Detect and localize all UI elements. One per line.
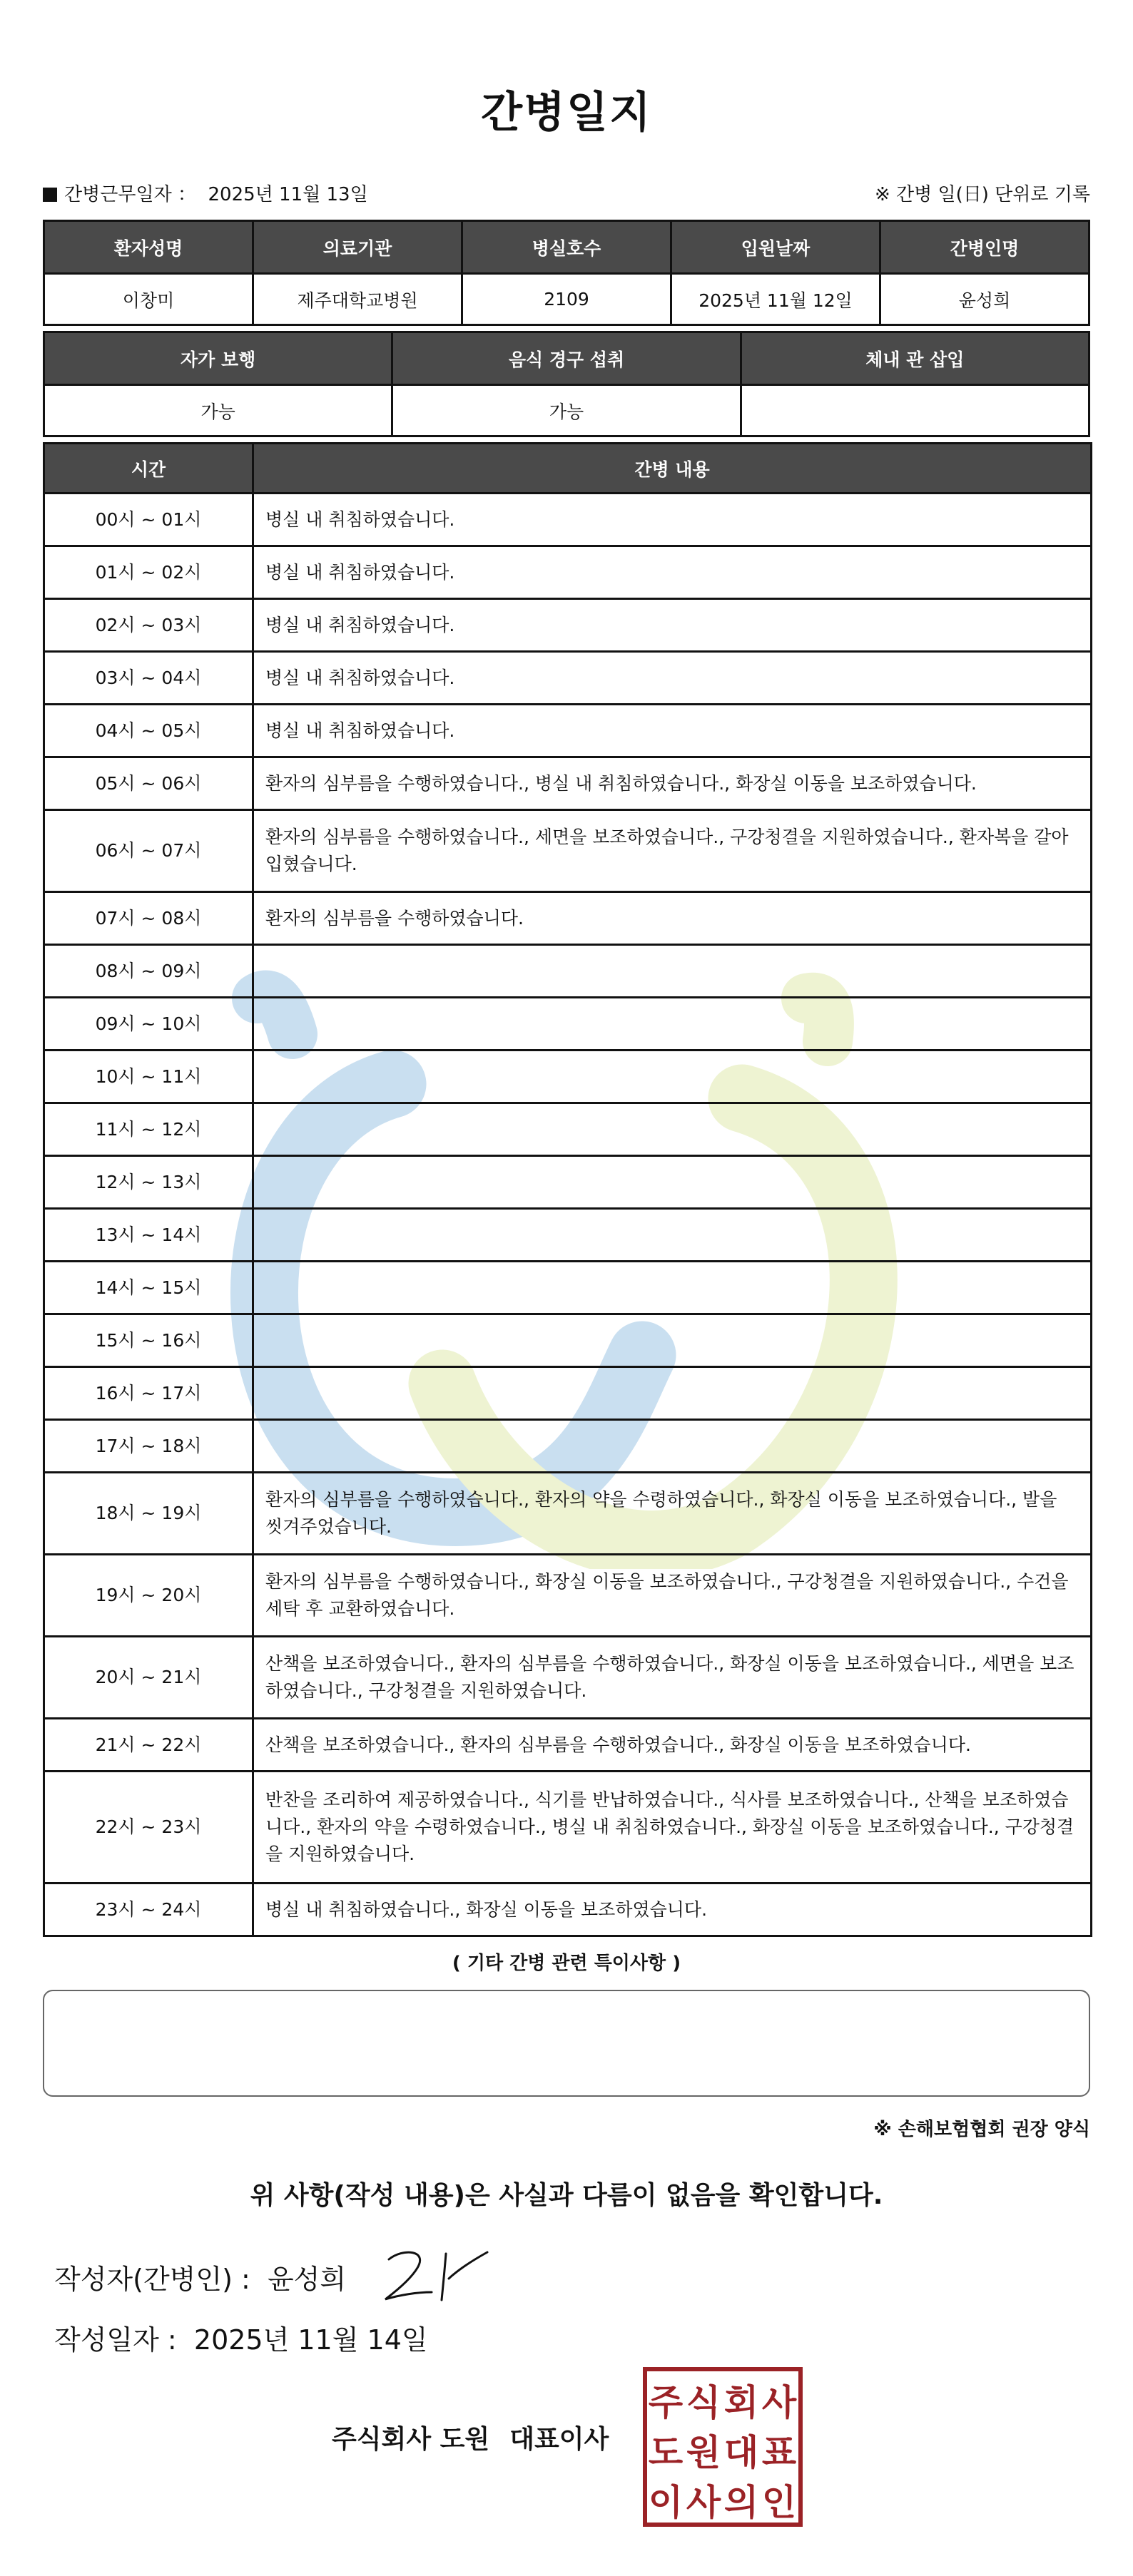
log-row: [44, 1367, 1092, 1420]
header-room-number: 병실호수: [462, 221, 671, 274]
log-row: [44, 1262, 1092, 1314]
log-time: 06시 ~ 07시: [44, 810, 253, 892]
seal-char: 원: [686, 2432, 721, 2473]
log-time: 13시 ~ 14시: [44, 1209, 253, 1262]
log-time: 07시 ~ 08시: [44, 892, 253, 945]
log-row: [44, 546, 1092, 599]
log-time: 15시 ~ 16시: [44, 1314, 253, 1367]
log-content: 환자의 심부름을 수행하였습니다., 환자의 약을 수령하였습니다., 화장실 이동을 보조하였습니다., 발을 씻겨주었습니다.: [253, 1473, 1092, 1555]
log-time: 22시 ~ 23시: [44, 1772, 253, 1884]
log-row: [44, 1209, 1092, 1262]
recommend-note: ※ 손해보험협회 권장 양식: [873, 2119, 1090, 2140]
log-content: 병실 내 취침하였습니다.: [253, 705, 1092, 757]
log-row: [44, 757, 1092, 810]
seal-char: 주: [648, 2382, 684, 2423]
log-content: [253, 1051, 1092, 1103]
log-time: 19시 ~ 20시: [44, 1555, 253, 1637]
log-row: [44, 705, 1092, 757]
company-seal-icon: [642, 2366, 803, 2528]
log-row: [44, 1473, 1092, 1555]
log-content: 병실 내 취침하였습니다.: [253, 599, 1092, 652]
log-content: 환자의 심부름을 수행하였습니다., 병실 내 취침하였습니다., 화장실 이동을 보조하였습니다.: [253, 757, 1092, 810]
seal-char: 식: [686, 2382, 721, 2423]
log-time: 04시 ~ 05시: [44, 705, 253, 757]
log-time: 10시 ~ 11시: [44, 1051, 253, 1103]
log-content: [253, 945, 1092, 998]
confirmation-statement: 위 사항(작성 내용)은 사실과 다름이 없음을 확인합니다.: [250, 2181, 883, 2210]
header-tube-insertion: 체내 관 삽입: [741, 332, 1089, 385]
written-date-value: 2025년 11월 14일: [193, 2324, 428, 2356]
signature-icon: [375, 2239, 496, 2311]
log-row: [44, 810, 1092, 892]
log-time: 05시 ~ 06시: [44, 757, 253, 810]
header-caregiver-name: 간병인명: [880, 221, 1089, 274]
log-content: 산책을 보조하였습니다., 환자의 심부름을 수행하였습니다., 화장실 이동을 보조하였습니다.: [253, 1719, 1092, 1772]
log-time: 18시 ~ 19시: [44, 1473, 253, 1555]
log-time: 21시 ~ 22시: [44, 1719, 253, 1772]
seal-char: 의: [723, 2482, 759, 2523]
writer-line: [54, 2257, 346, 2296]
log-time: 23시 ~ 24시: [44, 1884, 253, 1936]
company-name: 주식회사 도원: [332, 2425, 490, 2454]
log-time: 03시 ~ 04시: [44, 652, 253, 705]
admission-date: 2025년 11월 12일: [671, 274, 880, 325]
written-date-line: [54, 2318, 428, 2357]
log-content: [253, 1314, 1092, 1367]
log-content: 반찬을 조리하여 제공하였습니다., 식기를 반납하였습니다., 식사를 보조하였습니다., 산책을 보조하였습니다., 환자의 약을 수령하였습니다., 병실 내 취침하였습니다., 화장실 이동을 보조하였습니다., 구강청결을 지원하였습니다.: [253, 1772, 1092, 1884]
black-square-icon: [43, 188, 57, 202]
log-row: [44, 1772, 1092, 1884]
seal-char: 사: [686, 2482, 721, 2523]
log-row: [44, 1051, 1092, 1103]
notes-box: [43, 1990, 1090, 2097]
log-row: [44, 1637, 1092, 1719]
hourly-care-log-table: [43, 442, 1092, 1937]
hospital-name: 제주대학교병원: [253, 274, 462, 325]
patient-info-table: [43, 220, 1090, 326]
room-number: 2109: [462, 274, 671, 325]
log-row: [44, 1420, 1092, 1473]
log-time: 00시 ~ 01시: [44, 494, 253, 546]
log-row: [44, 1156, 1092, 1209]
self-walking-value: 가능: [44, 385, 392, 436]
representative-title: 대표이사: [509, 2425, 609, 2454]
log-time: 02시 ~ 03시: [44, 599, 253, 652]
log-time: 01시 ~ 02시: [44, 546, 253, 599]
log-row: [44, 1884, 1092, 1936]
work-date-line: [43, 180, 1090, 208]
log-content: [253, 998, 1092, 1051]
log-time: 09시 ~ 10시: [44, 998, 253, 1051]
work-date-label: 간병근무일자 ：: [64, 184, 196, 205]
log-content: 산책을 보조하였습니다., 환자의 심부름을 수행하였습니다., 화장실 이동을 보조하였습니다., 세면을 보조하였습니다., 구강청결을 지원하였습니다.: [253, 1637, 1092, 1719]
document-title: 간병일지: [481, 88, 652, 138]
log-content: [253, 1367, 1092, 1420]
company-line: [332, 2419, 609, 2455]
header-time: 시간: [44, 444, 253, 494]
log-time: 14시 ~ 15시: [44, 1262, 253, 1314]
log-content: 환자의 심부름을 수행하였습니다., 화장실 이동을 보조하였습니다., 구강청결을 지원하였습니다., 수건을 세탁 후 교환하였습니다.: [253, 1555, 1092, 1637]
log-content: 병실 내 취침하였습니다.: [253, 494, 1092, 546]
unit-note: ※ 간병 일(日) 단위로 기록: [874, 184, 1090, 205]
log-row: [44, 1719, 1092, 1772]
log-row: [44, 1314, 1092, 1367]
log-content: 병실 내 취침하였습니다., 화장실 이동을 보조하였습니다.: [253, 1884, 1092, 1936]
log-content: [253, 1420, 1092, 1473]
patient-name: 이창미: [44, 274, 253, 325]
log-content: [253, 1103, 1092, 1156]
notes-title: ( 기타 간병 관련 특이사항 ): [452, 1953, 681, 1974]
seal-char: 표: [761, 2432, 797, 2473]
log-row: [44, 945, 1092, 998]
log-content: [253, 1156, 1092, 1209]
seal-char: 이: [648, 2482, 684, 2523]
log-row: [44, 1555, 1092, 1637]
seal-char: 도: [648, 2432, 684, 2473]
log-rows: [44, 494, 1092, 1936]
log-row: [44, 652, 1092, 705]
header-admission-date: 입원날짜: [671, 221, 880, 274]
tube-insertion-value: [741, 385, 1089, 436]
log-row: [44, 599, 1092, 652]
oral-intake-value: 가능: [392, 385, 741, 436]
log-time: 16시 ~ 17시: [44, 1367, 253, 1420]
log-time: 08시 ~ 09시: [44, 945, 253, 998]
log-time: 17시 ~ 18시: [44, 1420, 253, 1473]
header-hospital: 의료기관: [253, 221, 462, 274]
patient-status-table: [43, 331, 1090, 437]
log-row: [44, 1103, 1092, 1156]
writer-name: 윤성희: [267, 2264, 347, 2295]
log-time: 20시 ~ 21시: [44, 1637, 253, 1719]
seal-char: 인: [761, 2482, 797, 2523]
work-date-value: 2025년 11월 13일: [208, 184, 368, 205]
log-content: [253, 1262, 1092, 1314]
log-content: 병실 내 취침하였습니다.: [253, 652, 1092, 705]
header-patient-name: 환자성명: [44, 221, 253, 274]
header-self-walking: 자가 보행: [44, 332, 392, 385]
caregiver-name: 윤성희: [880, 274, 1089, 325]
log-row: [44, 892, 1092, 945]
log-content: 병실 내 취침하였습니다.: [253, 546, 1092, 599]
seal-char: 회: [723, 2382, 759, 2423]
written-date-label: 작성일자 :: [54, 2324, 177, 2356]
log-content: 환자의 심부름을 수행하였습니다.: [253, 892, 1092, 945]
header-care-content: 간병 내용: [253, 444, 1092, 494]
writer-label: 작성자(간병인) :: [54, 2264, 250, 2295]
log-row: [44, 998, 1092, 1051]
log-content: [253, 1209, 1092, 1262]
header-oral-intake: 음식 경구 섭취: [392, 332, 741, 385]
log-content: 환자의 심부름을 수행하였습니다., 세면을 보조하였습니다., 구강청결을 지원하였습니다., 환자복을 갈아입혔습니다.: [253, 810, 1092, 892]
log-time: 12시 ~ 13시: [44, 1156, 253, 1209]
seal-char: 사: [761, 2382, 797, 2423]
log-row: [44, 494, 1092, 546]
seal-char: 대: [723, 2432, 759, 2473]
log-time: 11시 ~ 12시: [44, 1103, 253, 1156]
